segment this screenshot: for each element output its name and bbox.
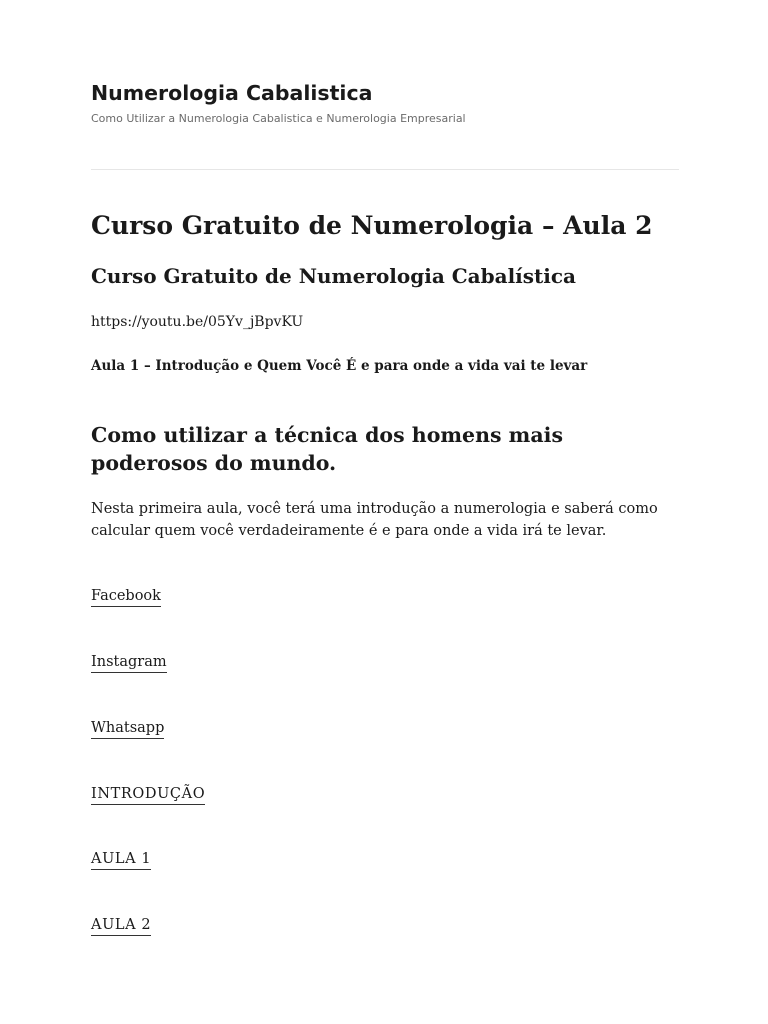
whatsapp-link[interactable]: Whatsapp [91, 718, 164, 739]
header-divider [91, 169, 679, 170]
section-heading: Como utilizar a técnica dos homens mais poderosos do mundo. [91, 423, 563, 475]
lesson-line: Aula 1 – Introdução e Quem Você É e para onde a vida vai te levar [91, 358, 588, 374]
video-url: https://youtu.be/05Yv_jBpvKU [91, 314, 304, 330]
intro-paragraph: Nesta primeira aula, você terá uma introdução a numerologia e saberá como calcular quem você verdadeiramente é e para onde a vida irá te levar. [91, 501, 658, 539]
post-subtitle: Curso Gratuito de Numerologia Cabalística [91, 264, 576, 288]
site-description: Como Utilizar a Numerologia Cabalistica e Numerologia Empresarial [91, 112, 466, 125]
instagram-link[interactable]: Instagram [91, 652, 167, 673]
site-title[interactable]: Numerologia Cabalistica [91, 81, 373, 105]
aula-1-link[interactable]: AULA 1 [91, 849, 151, 870]
facebook-link[interactable]: Facebook [91, 586, 161, 607]
introducao-link[interactable]: INTRODUÇÃO [91, 784, 205, 805]
post-title: Curso Gratuito de Numerologia – Aula 2 [91, 211, 653, 240]
aula-2-link[interactable]: AULA 2 [91, 915, 151, 936]
